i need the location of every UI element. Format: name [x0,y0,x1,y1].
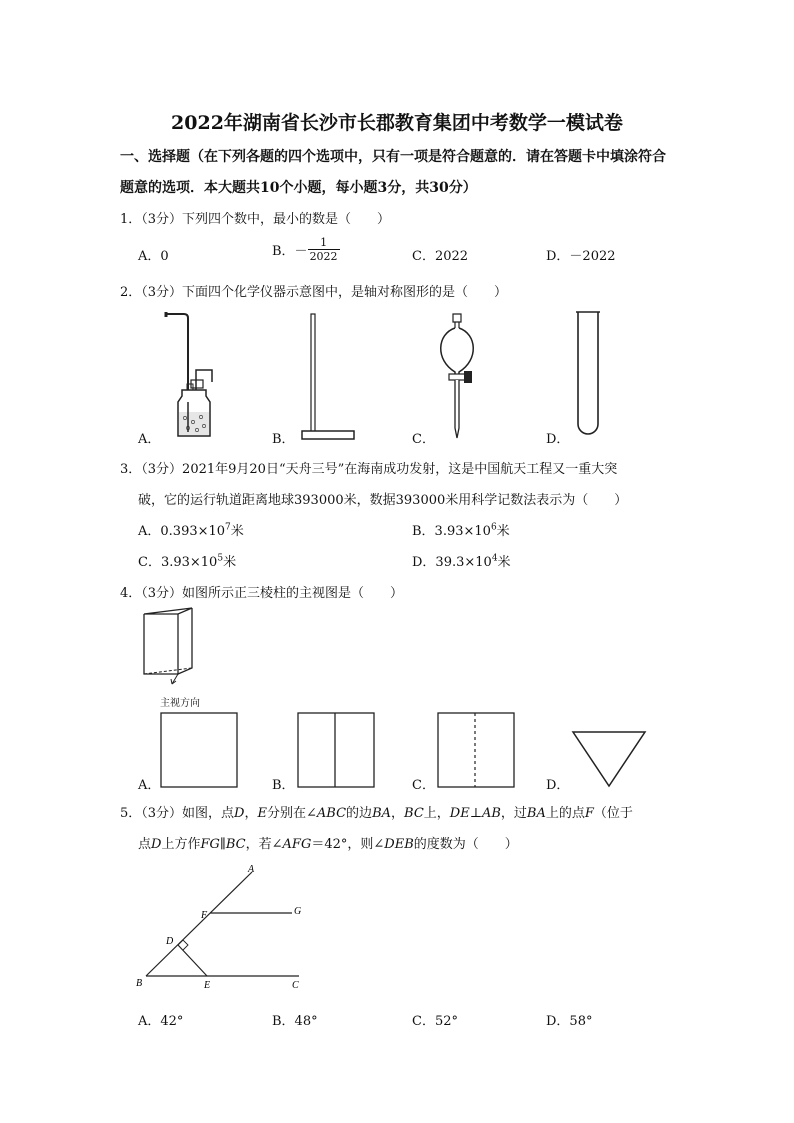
q5-var: AFG [282,837,312,852]
q3-option-a [138,520,244,539]
q3-option-a-unit: 米 [230,524,244,539]
q5-text: ， [244,806,258,821]
q5-text: ⊥ [469,806,482,821]
q5-var: BC [225,837,246,852]
section-heading-line1: 一、选择题（在下列各题的四个选项中，只有一项是符合题意的．请在答题卡中填涂符合 [120,149,666,165]
q5-text: ，过 [500,806,527,821]
q1-option-b-prefix: B．－ [272,244,308,259]
q3-option-c [138,551,236,570]
q5-label-f: F [201,910,208,921]
q4-option-c: C． [412,778,435,793]
q4-option-b: B． [272,778,295,793]
q2-option-a: A． [138,432,161,447]
q5-var: F [584,806,594,821]
q1-option-d: D．－2022 [546,249,616,264]
q5-text: （位于 [593,806,633,821]
q4-option-d-figure [571,730,647,790]
q5-label-c: C [292,980,299,991]
q3-option-a-exponent: 7 [225,522,231,533]
q3-option-a-mantissa: A．0.393×10 [138,524,226,539]
q5-text: ＝42°，则∠ [311,837,385,852]
q5-option-a: A．42° [138,1014,184,1029]
q5-option-b: B．48° [272,1014,318,1029]
q5-figure-angle [134,862,314,992]
q5-label-g: G [294,906,302,917]
q5-var: E [257,806,267,821]
q3-option-c-unit: 米 [223,555,237,570]
q5-var: BA [372,806,392,821]
q5-var: D [151,837,162,852]
q5-text: ，若∠ [245,837,283,852]
q1-option-b-fraction [308,236,340,263]
q5-option-d: D．58° [546,1014,593,1029]
page-title: 2022年湖南省长沙市长郡教育集团中考数学一模试卷 [171,112,623,134]
q4-figure-prism [138,606,228,696]
q3-option-b-exponent: 6 [490,522,497,533]
q2-option-c: C． [412,432,435,447]
q4-option-a: A． [138,778,161,793]
q5-stem-line1 [120,802,633,821]
q3-option-b-unit: 米 [496,524,510,539]
q5-text: 点 [138,837,152,852]
q5-label-b: B [136,978,143,989]
q3-option-b [412,520,510,539]
q5-label-a: A [248,864,255,875]
q5-text: 上方作 [161,837,201,852]
q5-text: ∥ [219,837,226,852]
q3-option-d-exponent: 4 [491,553,498,564]
q5-stem-line2 [138,833,518,852]
q5-text: 的度数为（ ） [413,837,518,852]
q5-text: 分别在∠ [267,806,317,821]
q1-option-b-numerator: 1 [308,236,340,250]
q1-option-c: C．2022 [412,249,469,264]
q4-option-d: D． [546,778,570,793]
q5-var: ABC [316,806,347,821]
q2-figure-b-iron-stand [298,310,358,442]
q1-stem: 1．（3分）下列四个数中，最小的数是（ ） [120,212,391,227]
q5-text: 5．（3分）如图，点 [120,806,235,821]
q2-option-b: B． [272,432,295,447]
q3-option-b-mantissa: B．3.93×10 [412,524,491,539]
q2-figure-c-separatory-funnel [433,310,483,442]
q5-var: AB [481,806,501,821]
q2-figure-a-gas-bottle [160,310,220,440]
q4-stem: 4．（3分）如图所示正三棱柱的主视图是（ ） [120,586,404,601]
q3-option-d-unit: 米 [497,555,511,570]
q3-option-d-mantissa: D．39.3×10 [412,555,492,570]
q1-option-a: A．0 [138,249,169,264]
q3-option-c-mantissa: C．3.93×10 [138,555,218,570]
q1-option-b [272,236,340,263]
q5-var: BC [404,806,424,821]
q5-option-c: C．52° [412,1014,458,1029]
q2-stem: 2．（3分）下面四个化学仪器示意图中，是轴对称图形的是（ ） [120,285,508,300]
q4-option-c-figure [437,712,515,788]
q5-text: 的边 [346,806,373,821]
q3-option-c-exponent: 5 [217,553,224,564]
q5-var: FG [200,837,220,852]
q5-var: DEB [384,837,414,852]
q5-label-e: E [204,980,211,991]
q1-option-b-denominator: 2022 [309,250,338,263]
q3-stem-line2: 破，它的运行轨道距离地球393000米，数据393000米用科学记数法表示为（ ） [138,493,628,508]
q5-var: BA [526,806,546,821]
q4-view-direction-label: 主视方向 [160,698,200,709]
q4-option-a-figure [160,712,238,788]
q5-text: 上的点 [545,806,585,821]
q3-option-d [412,551,511,570]
q5-var: DE [449,806,470,821]
q5-label-d: D [166,936,174,947]
q2-option-d: D． [546,432,570,447]
q5-var: D [234,806,245,821]
section-heading-line2: 题意的选项．本大题共10个小题，每小题3分，共30分） [120,180,477,196]
q5-text: ， [391,806,405,821]
q2-figure-d-test-tube [570,308,606,442]
q4-option-b-figure [297,712,375,788]
q5-text: 上， [423,806,450,821]
q3-stem-line1: 3．（3分）2021年9月20日“天舟三号”在海南成功发射，这是中国航天工程又一重大突 [120,462,618,477]
